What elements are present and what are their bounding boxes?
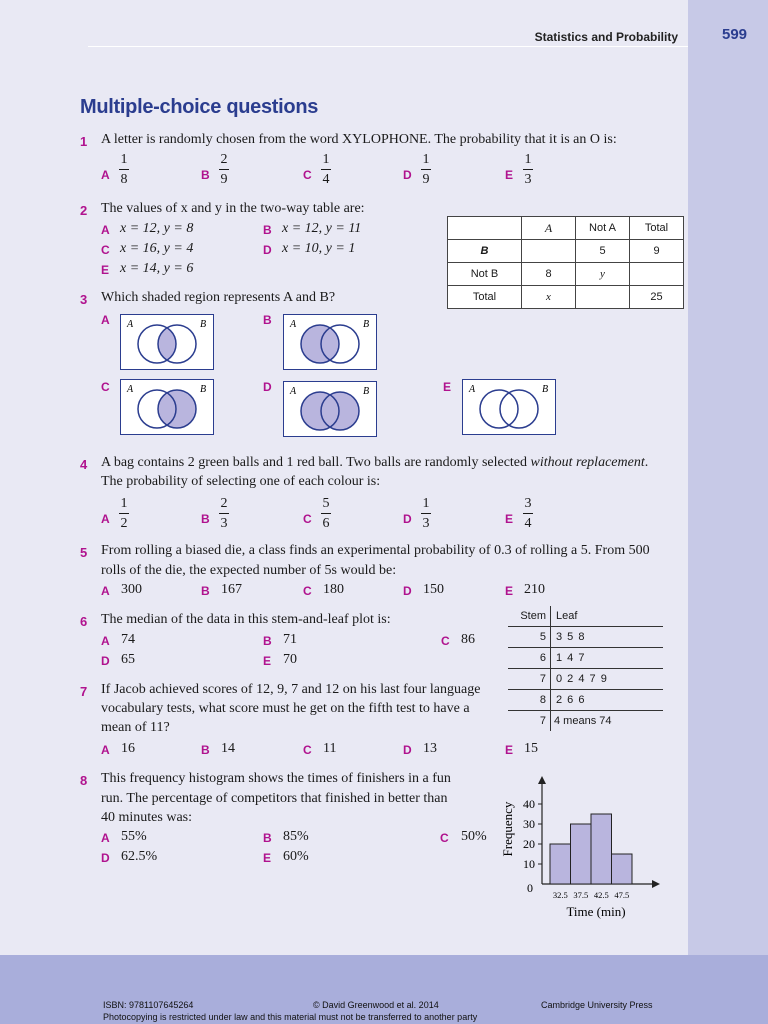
option-letter: E — [505, 512, 514, 526]
denominator: 4 — [322, 172, 330, 187]
table-cell: A — [522, 217, 576, 240]
set-b-label: B — [200, 384, 207, 395]
x-tick-label: 47.5 — [614, 890, 630, 900]
option-value: 70 — [283, 652, 297, 667]
question-number: 3 — [80, 292, 88, 307]
venn-diagram — [462, 379, 556, 435]
denominator: 6 — [322, 516, 330, 531]
numerator: 2 — [220, 152, 228, 167]
question-text: mean of 11? — [101, 720, 170, 735]
question-text: rolls of the die, the expected number of 5s would be: — [101, 563, 397, 578]
option-letter: C — [303, 168, 312, 182]
question-text: A letter is randomly chosen from the word XYLOPHONE. The probability that it is an O is: — [101, 132, 617, 147]
option-letter: B — [263, 634, 272, 648]
q4-text-end: . — [644, 455, 649, 470]
leaf-header: Leaf — [556, 610, 578, 622]
venn-diagram — [120, 379, 214, 435]
stem-leaf-row — [508, 627, 663, 648]
fraction-bar — [523, 169, 533, 170]
option-value: 71 — [283, 632, 297, 647]
question-number: 1 — [80, 134, 88, 149]
question-text: The probability of selecting one of each colour is: — [101, 474, 381, 489]
option-letter: E — [505, 584, 514, 598]
option-value: x = 12, y = 8 — [120, 221, 194, 236]
table-cell: x — [522, 286, 576, 309]
question-text: 40 minutes was: — [101, 810, 192, 825]
table-cell: y — [576, 263, 630, 286]
table-cell: 5 — [576, 240, 630, 263]
option-letter: C — [303, 743, 312, 757]
y-tick-label: 30 — [523, 817, 535, 831]
option-letter: A — [101, 743, 110, 757]
fraction — [421, 496, 431, 531]
leaf-values: 0 2 4 7 9 — [556, 673, 608, 685]
option-letter: A — [101, 584, 110, 598]
denominator: 3 — [524, 172, 532, 187]
set-b-label: B — [363, 319, 370, 330]
key-stem: 7 — [508, 711, 551, 731]
option-value: 13 — [423, 741, 437, 756]
numerator: 2 — [220, 496, 228, 511]
leaf-values: 2 6 6 — [556, 694, 586, 706]
set-b-label: B — [363, 386, 370, 397]
fraction-bar — [523, 513, 533, 514]
stem-leaf-rows — [508, 627, 663, 711]
denominator: 2 — [120, 516, 128, 531]
option-value: x = 16, y = 4 — [120, 241, 194, 256]
leaf-values: 1 4 7 — [556, 652, 586, 664]
option-letter: B — [201, 168, 210, 182]
option-value: 16 — [121, 741, 135, 756]
set-a-label: A — [290, 319, 297, 330]
option-letter: C — [303, 584, 312, 598]
question-number: 2 — [80, 203, 88, 218]
fraction — [421, 152, 431, 187]
table-row — [448, 240, 684, 263]
option-letter: D — [403, 512, 412, 526]
page-number: 599 — [722, 26, 748, 43]
question-text: From rolling a biased die, a class finds an experimental probability of 0.3 of rolling a 5. From 500 — [101, 543, 650, 558]
question-text: If Jacob achieved scores of 12, 9, 7 and 12 on his last four language — [101, 682, 481, 697]
venn-diagram — [120, 314, 214, 370]
table-cell — [448, 217, 522, 240]
question-text: The median of the data in this stem-and-leaf plot is: — [101, 612, 391, 627]
option-value: 15 — [524, 741, 538, 756]
y-axis-arrow — [538, 776, 546, 784]
fraction — [523, 496, 533, 531]
histogram-bar — [591, 814, 612, 884]
venn-diagram — [283, 381, 377, 437]
numerator: 1 — [120, 496, 128, 511]
stem-value: 7 — [508, 669, 551, 689]
question-text — [101, 455, 648, 471]
option-value: 300 — [121, 582, 142, 597]
running-header: Statistics and Probability — [534, 30, 678, 44]
option-letter: A — [101, 168, 110, 182]
option-letter: D — [101, 851, 110, 865]
y-tick-label: 10 — [523, 857, 535, 871]
fraction-bar — [421, 513, 431, 514]
question-number: 5 — [80, 545, 88, 560]
option-value: 150 — [423, 582, 444, 597]
option-letter: A — [101, 512, 110, 526]
option-letter: E — [443, 380, 452, 394]
option-letter: B — [263, 831, 272, 845]
origin-label: 0 — [527, 881, 533, 895]
fraction — [119, 496, 129, 531]
question-text: Which shaded region represents A and B? — [101, 290, 336, 305]
side-band — [688, 0, 768, 955]
denominator: 3 — [220, 516, 228, 531]
option-letter: B — [263, 313, 272, 327]
option-value: 11 — [323, 741, 337, 756]
fraction — [523, 152, 533, 187]
set-b-label: B — [542, 384, 549, 395]
fraction-bar — [219, 513, 229, 514]
option-value: 74 — [121, 632, 135, 647]
option-letter: B — [201, 512, 210, 526]
question-text: vocabulary tests, what score must he get on the fifth test to have a — [101, 701, 470, 716]
stem-value: 8 — [508, 690, 551, 710]
x-tick-label: 32.5 — [552, 890, 568, 900]
numerator: 1 — [524, 152, 532, 167]
option-letter: D — [101, 654, 110, 668]
denominator: 3 — [422, 516, 430, 531]
table-cell — [630, 263, 684, 286]
histogram-bar — [571, 824, 592, 884]
option-value: 62.5% — [121, 849, 158, 864]
option-letter: E — [263, 851, 272, 865]
option-letter: D — [403, 584, 412, 598]
option-value: x = 10, y = 1 — [282, 241, 356, 256]
table-cell: 9 — [630, 240, 684, 263]
question-number: 7 — [80, 684, 88, 699]
table-cell: 25 — [630, 286, 684, 309]
option-value: 167 — [221, 582, 242, 597]
option-letter: E — [505, 743, 514, 757]
set-a-label: A — [290, 386, 297, 397]
stem-leaf-header — [508, 606, 663, 627]
fraction — [219, 496, 229, 531]
table-cell: Not A — [576, 217, 630, 240]
footer-isbn: ISBN: 9781107645264 — [103, 1000, 194, 1010]
denominator: 4 — [524, 516, 532, 531]
option-value: 14 — [221, 741, 235, 756]
option-letter: B — [263, 223, 272, 237]
table-row — [448, 217, 684, 240]
set-b-label: B — [200, 319, 207, 330]
option-letter: D — [403, 168, 412, 182]
table-cell: Total — [448, 286, 522, 309]
numerator: 1 — [120, 152, 128, 167]
option-letter: D — [263, 243, 272, 257]
numerator: 1 — [322, 152, 330, 167]
table-cell: Total — [630, 217, 684, 240]
option-letter: D — [403, 743, 412, 757]
table-cell: Not B — [448, 263, 522, 286]
option-letter: C — [441, 634, 450, 648]
numerator: 3 — [524, 496, 532, 511]
section-title: Multiple-choice questions — [80, 96, 319, 118]
fraction — [219, 152, 229, 187]
key-text: 4 means 74 — [554, 715, 612, 727]
option-value: 180 — [323, 582, 344, 597]
option-letter: B — [201, 743, 210, 757]
stem-leaf-row — [508, 669, 663, 690]
option-value: 60% — [283, 849, 309, 864]
fraction — [321, 496, 331, 531]
fraction-bar — [119, 169, 129, 170]
table-cell — [576, 286, 630, 309]
table-cell: 8 — [522, 263, 576, 286]
fraction-bar — [219, 169, 229, 170]
option-value: 50% — [461, 829, 487, 844]
option-value: 210 — [524, 582, 545, 597]
option-letter: C — [440, 831, 449, 845]
stem-value: 5 — [508, 627, 551, 647]
question-number: 6 — [80, 614, 88, 629]
option-letter: E — [263, 654, 272, 668]
option-letter: A — [101, 313, 110, 327]
question-number: 4 — [80, 457, 88, 472]
x-axis-arrow — [652, 880, 660, 888]
stem-value: 6 — [508, 648, 551, 668]
set-a-label: A — [127, 384, 134, 395]
stem-leaf-row — [508, 648, 663, 669]
x-tick-label: 37.5 — [573, 890, 589, 900]
option-letter: D — [263, 380, 272, 394]
y-tick-label: 20 — [523, 837, 535, 851]
stem-leaf-plot — [508, 606, 663, 731]
x-tick-label: 42.5 — [593, 890, 609, 900]
y-tick-label: 40 — [523, 797, 535, 811]
leaf-values: 3 5 8 — [556, 631, 586, 643]
fraction — [119, 152, 129, 187]
stem-header: Stem — [508, 606, 551, 626]
q4-text-1: A bag contains 2 green balls and 1 red ball. Two balls are randomly selected — [101, 455, 531, 470]
denominator: 9 — [422, 172, 430, 187]
table-cell — [522, 240, 576, 263]
header-rule — [88, 46, 688, 47]
question-number: 8 — [80, 773, 88, 788]
stem-leaf-row — [508, 690, 663, 711]
fraction — [321, 152, 331, 187]
option-value: 65 — [121, 652, 135, 667]
option-letter: A — [101, 223, 110, 237]
set-a-circle — [480, 390, 518, 428]
footer-publisher: Cambridge University Press — [541, 1000, 653, 1010]
numerator: 1 — [422, 152, 430, 167]
denominator: 8 — [120, 172, 128, 187]
option-value: 55% — [121, 829, 147, 844]
option-letter: E — [505, 168, 514, 182]
footer-copyright: © David Greenwood et al. 2014 — [313, 1000, 439, 1010]
question-text: run. The percentage of competitors that finished in better than — [101, 791, 448, 806]
option-letter: B — [201, 584, 210, 598]
q4-text-italic: without replacement — [530, 455, 645, 470]
numerator: 5 — [322, 496, 330, 511]
histogram-bar — [550, 844, 571, 884]
option-letter: A — [101, 634, 110, 648]
histogram-bar — [612, 854, 633, 884]
option-value: 86 — [461, 632, 475, 647]
set-a-label: A — [469, 384, 476, 395]
table-row — [448, 263, 684, 286]
option-letter: A — [101, 831, 110, 845]
y-axis-label: Frequency — [500, 801, 515, 857]
stem-leaf-key — [508, 711, 663, 731]
option-value: 85% — [283, 829, 309, 844]
fraction-bar — [321, 513, 331, 514]
option-letter: C — [303, 512, 312, 526]
table-row — [448, 286, 684, 309]
footer-notice: Photocopying is restricted under law and this material must not be transferred to another party — [103, 1012, 478, 1022]
fraction-bar — [119, 513, 129, 514]
option-letter: C — [101, 380, 110, 394]
x-axis-label: Time (min) — [566, 904, 626, 919]
two-way-table — [447, 216, 684, 309]
question-text — [101, 201, 365, 217]
set-b-circle — [500, 390, 538, 428]
question-text: This frequency histogram shows the times of finishers in a fun — [101, 771, 451, 786]
denominator: 9 — [220, 172, 228, 187]
venn-diagram — [283, 314, 377, 370]
option-value: x = 14, y = 6 — [120, 261, 194, 276]
option-letter: E — [101, 263, 110, 277]
q2-text: The values of x and y in the two-way table are: — [101, 201, 365, 216]
set-a-label: A — [127, 319, 134, 330]
frequency-histogram — [490, 770, 670, 930]
option-letter: C — [101, 243, 110, 257]
table-cell: B — [448, 240, 522, 263]
fraction-bar — [421, 169, 431, 170]
numerator: 1 — [422, 496, 430, 511]
option-value: x = 12, y = 11 — [282, 221, 362, 236]
fraction-bar — [321, 169, 331, 170]
